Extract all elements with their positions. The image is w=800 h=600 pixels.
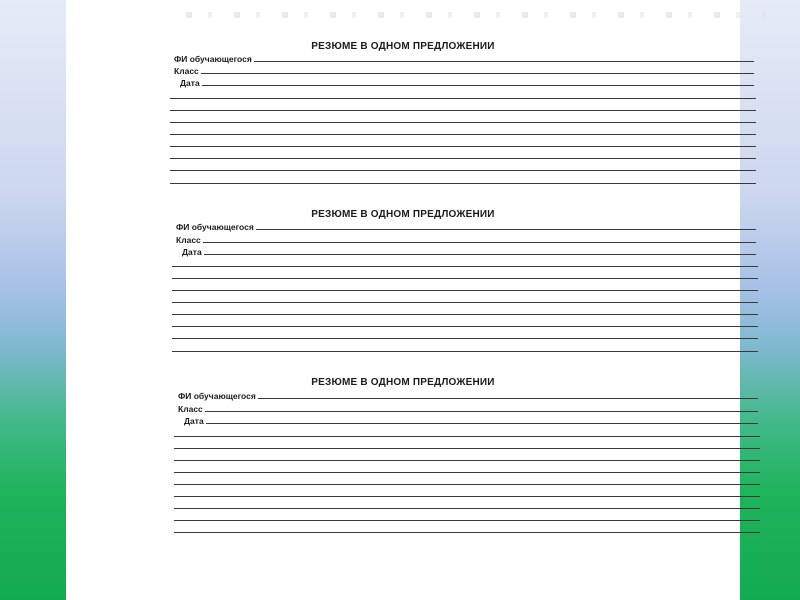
blank-line: [174, 472, 760, 473]
date-field: [184, 414, 758, 426]
blank-line: [172, 302, 758, 303]
blank-line: [172, 314, 758, 315]
field-line: [256, 229, 756, 230]
blank-line: [172, 351, 758, 352]
field-line: [203, 242, 756, 243]
blank-line: [174, 460, 760, 461]
blank-line: [172, 278, 758, 279]
class-field: [174, 64, 754, 76]
blank-line: [170, 146, 756, 147]
blank-line: [170, 170, 756, 171]
scan-artifact: [186, 12, 766, 18]
blank-line: [170, 122, 756, 123]
blank-line: [174, 508, 760, 509]
blank-line: [172, 326, 758, 327]
blank-line: [170, 158, 756, 159]
class-field: [178, 402, 758, 414]
student-name-field: [176, 220, 756, 232]
field-label: Класс: [174, 66, 199, 76]
blank-line: [170, 183, 756, 184]
field-line: [258, 398, 758, 399]
field-line: [201, 73, 754, 74]
blank-line: [172, 290, 758, 291]
form-title: РЕЗЮМЕ В ОДНОМ ПРЕДЛОЖЕНИИ: [311, 41, 495, 52]
field-line: [204, 254, 756, 255]
blank-line: [174, 436, 760, 437]
student-name-field: [178, 389, 758, 401]
blank-line: [170, 98, 756, 99]
blank-line: [174, 496, 760, 497]
field-label: ФИ обучающегося: [176, 222, 254, 232]
field-label: Дата: [182, 247, 202, 257]
field-label: ФИ обучающегося: [178, 391, 256, 401]
field-label: ФИ обучающегося: [174, 54, 252, 64]
student-name-field: [174, 52, 754, 64]
field-label: Класс: [176, 235, 201, 245]
field-line: [205, 411, 758, 412]
field-label: Дата: [184, 416, 204, 426]
blank-line: [170, 110, 756, 111]
field-line: [206, 423, 758, 424]
field-line: [202, 85, 754, 86]
blank-line: [174, 448, 760, 449]
date-field: [182, 245, 756, 257]
date-field: [180, 76, 754, 88]
field-label: Дата: [180, 78, 200, 88]
form-title: РЕЗЮМЕ В ОДНОМ ПРЕДЛОЖЕНИИ: [311, 377, 495, 388]
field-line: [254, 61, 754, 62]
blank-line: [172, 338, 758, 339]
form-title: РЕЗЮМЕ В ОДНОМ ПРЕДЛОЖЕНИИ: [311, 209, 495, 220]
blank-line: [174, 520, 760, 521]
blank-line: [170, 134, 756, 135]
scanned-page: [66, 0, 740, 600]
blank-line: [174, 484, 760, 485]
class-field: [176, 233, 756, 245]
field-label: Класс: [178, 404, 203, 414]
blank-line: [174, 532, 760, 533]
blank-line: [172, 266, 758, 267]
